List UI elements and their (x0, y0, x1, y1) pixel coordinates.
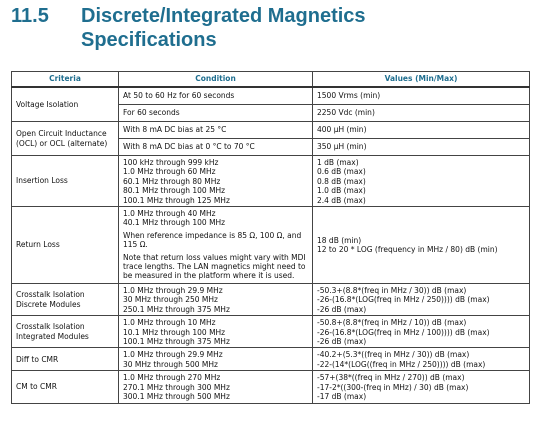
criteria-text: Discrete Modules (16, 299, 81, 309)
condition-text: 60.1 MHz through 80 MHz (123, 176, 221, 186)
table-row (12, 348, 530, 371)
value-text: 18 dB (min) (317, 235, 362, 245)
criteria-text: Open Circuit Inductance (16, 129, 107, 139)
condition-text: 80.1 MHz through 100 MHz (123, 186, 226, 196)
condition-text: 100.1 MHz through 375 MHz (123, 337, 230, 347)
criteria-text: Return Loss (16, 240, 60, 250)
value-cell (313, 156, 530, 207)
value-text: 400 μH (min) (317, 125, 367, 135)
condition-text: With 8 mA DC bias at 25 °C (123, 125, 227, 135)
value-cell (313, 316, 530, 348)
condition-text: 1.0 MHz through 29.9 MHz (123, 286, 223, 296)
section-heading (11, 4, 366, 52)
condition-text: 1.0 MHz through 270 MHz (123, 373, 221, 383)
criteria-text: Crosstalk Isolation (16, 290, 85, 300)
value-text: 350 μH (min) (317, 142, 367, 152)
condition-cell (119, 348, 313, 371)
criteria-cell (12, 207, 119, 284)
condition-text: 1.0 MHz through 29.9 MHz (123, 350, 223, 360)
criteria-cell (12, 316, 119, 348)
table-row (12, 156, 530, 207)
value-text: -26 dB (max) (317, 304, 367, 314)
value-cell (313, 207, 530, 284)
value-text: -26-(16.8*(LOG(freq in MHz / 100)))) dB (max) (317, 327, 490, 337)
condition-cell (119, 105, 313, 122)
value-cell (313, 105, 530, 122)
condition-text: With 8 mA DC bias at 0 °C to 70 °C (123, 142, 255, 152)
value-text: -50.3+(8.8*(freq in MHz / 30)) dB (max) (317, 286, 467, 296)
value-cell (313, 87, 530, 105)
value-text: 1.0 dB (max) (317, 186, 366, 196)
condition-cell (119, 139, 313, 156)
condition-note: When reference impedance is 85 Ω, 100 Ω, and 115 Ω. (123, 230, 302, 250)
criteria-text: CM to CMR (16, 382, 57, 392)
value-text: -40.2+(5.3*((freq in MHz / 30)) dB (max) (317, 350, 470, 360)
condition-text: At 50 to 60 Hz for 60 seconds (123, 91, 235, 101)
value-text: 0.8 dB (max) (317, 176, 366, 186)
criteria-text: Integrated Modules (16, 331, 89, 341)
condition-text: 30 MHz through 250 MHz (123, 295, 218, 305)
criteria-text: Voltage Isolation (16, 99, 79, 109)
value-text: -57+(38*((freq in MHz / 270)) dB (max) (317, 373, 465, 383)
criteria-cell (12, 371, 119, 403)
value-cell (313, 348, 530, 371)
condition-cell (119, 87, 313, 105)
section-number: 11.5 (11, 5, 49, 27)
table-row (12, 371, 530, 403)
value-cell (313, 139, 530, 156)
condition-text: 100.1 MHz through 125 MHz (123, 195, 230, 205)
condition-note: Note that return loss values might vary with MDI trace lengths. The LAN magnetics might need to be measured in the platform where it is used. (123, 252, 306, 281)
criteria-cell (12, 87, 119, 122)
table-row (12, 284, 530, 316)
condition-cell (119, 122, 313, 139)
condition-text: For 60 seconds (123, 108, 180, 118)
column-header-values: Values (Min/Max) (313, 72, 530, 88)
magnetics-spec-table (11, 71, 530, 404)
condition-text: 1.0 MHz through 60 MHz (123, 167, 216, 177)
condition-cell (119, 284, 313, 316)
value-text: 2.4 dB (max) (317, 195, 366, 205)
criteria-text: (OCL) or OCL (alternate) (16, 138, 108, 148)
table-row (12, 122, 530, 139)
value-text: 1 dB (max) (317, 158, 359, 167)
condition-text: 1.0 MHz through 40 MHz (123, 209, 216, 219)
value-cell (313, 371, 530, 403)
criteria-text: Diff to CMR (16, 354, 59, 364)
value-text: -17 dB (max) (317, 392, 367, 402)
value-cell (313, 122, 530, 139)
condition-text: 100 kHz through 999 kHz (123, 158, 219, 167)
table-row (12, 207, 530, 284)
value-text: 0.6 dB (max) (317, 167, 366, 177)
condition-text: 10.1 MHz through 100 MHz (123, 327, 226, 337)
value-text: 1500 Vrms (min) (317, 91, 381, 101)
condition-text: 300.1 MHz through 500 MHz (123, 392, 230, 402)
value-text: 12 to 20 * LOG (frequency in MHz / 80) dB (min) (317, 245, 498, 255)
column-header-criteria: Criteria (12, 72, 119, 88)
criteria-cell (12, 122, 119, 156)
section-title-line2: Specifications (81, 29, 217, 51)
criteria-cell (12, 156, 119, 207)
value-text: 2250 Vdc (min) (317, 108, 375, 118)
table-row (12, 316, 530, 348)
value-text: -50.8+(8.8*(freq in MHz / 10)) dB (max) (317, 318, 467, 328)
condition-cell (119, 371, 313, 403)
value-text: -26-(16.8*(LOG(freq in MHz / 250)))) dB (max) (317, 295, 490, 305)
criteria-text: Insertion Loss (16, 176, 68, 186)
criteria-cell (12, 284, 119, 316)
value-text: -26 dB (max) (317, 337, 367, 347)
condition-text: 1.0 MHz through 10 MHz (123, 318, 216, 328)
criteria-text: Crosstalk Isolation (16, 322, 85, 332)
condition-cell (119, 316, 313, 348)
condition-text: 40.1 MHz through 100 MHz (123, 218, 226, 228)
condition-text: 30 MHz through 500 MHz (123, 359, 218, 369)
condition-cell (119, 156, 313, 207)
column-header-condition: Condition (119, 72, 313, 88)
condition-cell (119, 207, 313, 284)
section-title-line1: Discrete/Integrated Magnetics (81, 5, 366, 27)
value-text: -17-2*((300-(freq in MHz) / 30) dB (max) (317, 382, 469, 392)
criteria-cell (12, 348, 119, 371)
condition-text: 270.1 MHz through 300 MHz (123, 382, 230, 392)
condition-text: 250.1 MHz through 375 MHz (123, 304, 230, 314)
value-text: -22-(14*(LOG((freq in MHz / 250)))) dB (max) (317, 359, 486, 369)
value-cell (313, 284, 530, 316)
table-row (12, 87, 530, 105)
table-header-row (12, 72, 530, 88)
